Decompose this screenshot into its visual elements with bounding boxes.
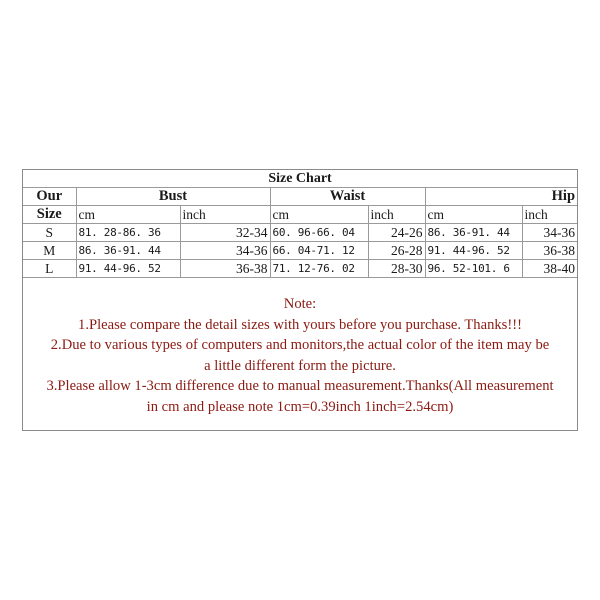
hip-inch-value: 34-36 xyxy=(522,224,577,242)
bust-cm-value: 81. 28-86. 36 xyxy=(76,224,180,242)
size-label: M xyxy=(23,242,76,260)
subheader-hip-inch: inch xyxy=(522,206,577,224)
waist-inch-value: 24-26 xyxy=(368,224,425,242)
table-row xyxy=(23,224,577,242)
waist-cm-value: 71. 12-76. 02 xyxy=(270,260,368,278)
hip-inch-value: 38-40 xyxy=(522,260,577,278)
notes-section xyxy=(23,294,577,417)
size-chart-panel xyxy=(22,169,578,431)
size-label: S xyxy=(23,224,76,242)
waist-inch-value: 26-28 xyxy=(368,242,425,260)
subheader-waist-inch: inch xyxy=(368,206,425,224)
subheader-bust-inch: inch xyxy=(180,206,270,224)
subheader-waist-cm: cm xyxy=(270,206,368,224)
table-row xyxy=(23,242,577,260)
waist-cm-value: 66. 04-71. 12 xyxy=(270,242,368,260)
header-size: Size xyxy=(23,206,76,224)
bust-cm-value: 86. 36-91. 44 xyxy=(76,242,180,260)
header-hip: Hip xyxy=(425,188,577,206)
note-line-2a: 2.Due to various types of computers and monitors,the actual color of the item may be xyxy=(50,337,550,353)
bust-inch-value: 34-36 xyxy=(180,242,270,260)
chart-title: Size Chart xyxy=(23,170,577,188)
hip-inch-value: 36-38 xyxy=(522,242,577,260)
note-line-1: 1.Please compare the detail sizes with yours before you purchase. Thanks!!! xyxy=(78,316,522,333)
table-row xyxy=(23,260,577,278)
header-bust: Bust xyxy=(76,188,270,206)
size-chart-table xyxy=(23,170,577,278)
note-line-2b: a little different form the picture. xyxy=(204,357,396,374)
header-row xyxy=(23,188,577,206)
header-our: Our xyxy=(23,188,76,206)
subheader-hip-cm: cm xyxy=(425,206,522,224)
hip-cm-value: 96. 52-101. 6 xyxy=(425,260,522,278)
waist-inch-value: 28-30 xyxy=(368,260,425,278)
title-row xyxy=(23,170,577,188)
subheader-row xyxy=(23,206,577,224)
note-line-3a: 3.Please allow 1-3cm difference due to manual measurement.Thanks(All measurement xyxy=(46,378,554,394)
bust-cm-value: 91. 44-96. 52 xyxy=(76,260,180,278)
size-label: L xyxy=(23,260,76,278)
note-heading: Note: xyxy=(283,296,317,312)
bust-inch-value: 32-34 xyxy=(180,224,270,242)
hip-cm-value: 91. 44-96. 52 xyxy=(425,242,522,260)
hip-cm-value: 86. 36-91. 44 xyxy=(425,224,522,242)
bust-inch-value: 36-38 xyxy=(180,260,270,278)
note-line-3b: in cm and please note 1cm=0.39inch 1inch=2.54cm) xyxy=(146,398,454,415)
header-waist: Waist xyxy=(270,188,425,206)
subheader-bust-cm: cm xyxy=(76,206,180,224)
waist-cm-value: 60. 96-66. 04 xyxy=(270,224,368,242)
